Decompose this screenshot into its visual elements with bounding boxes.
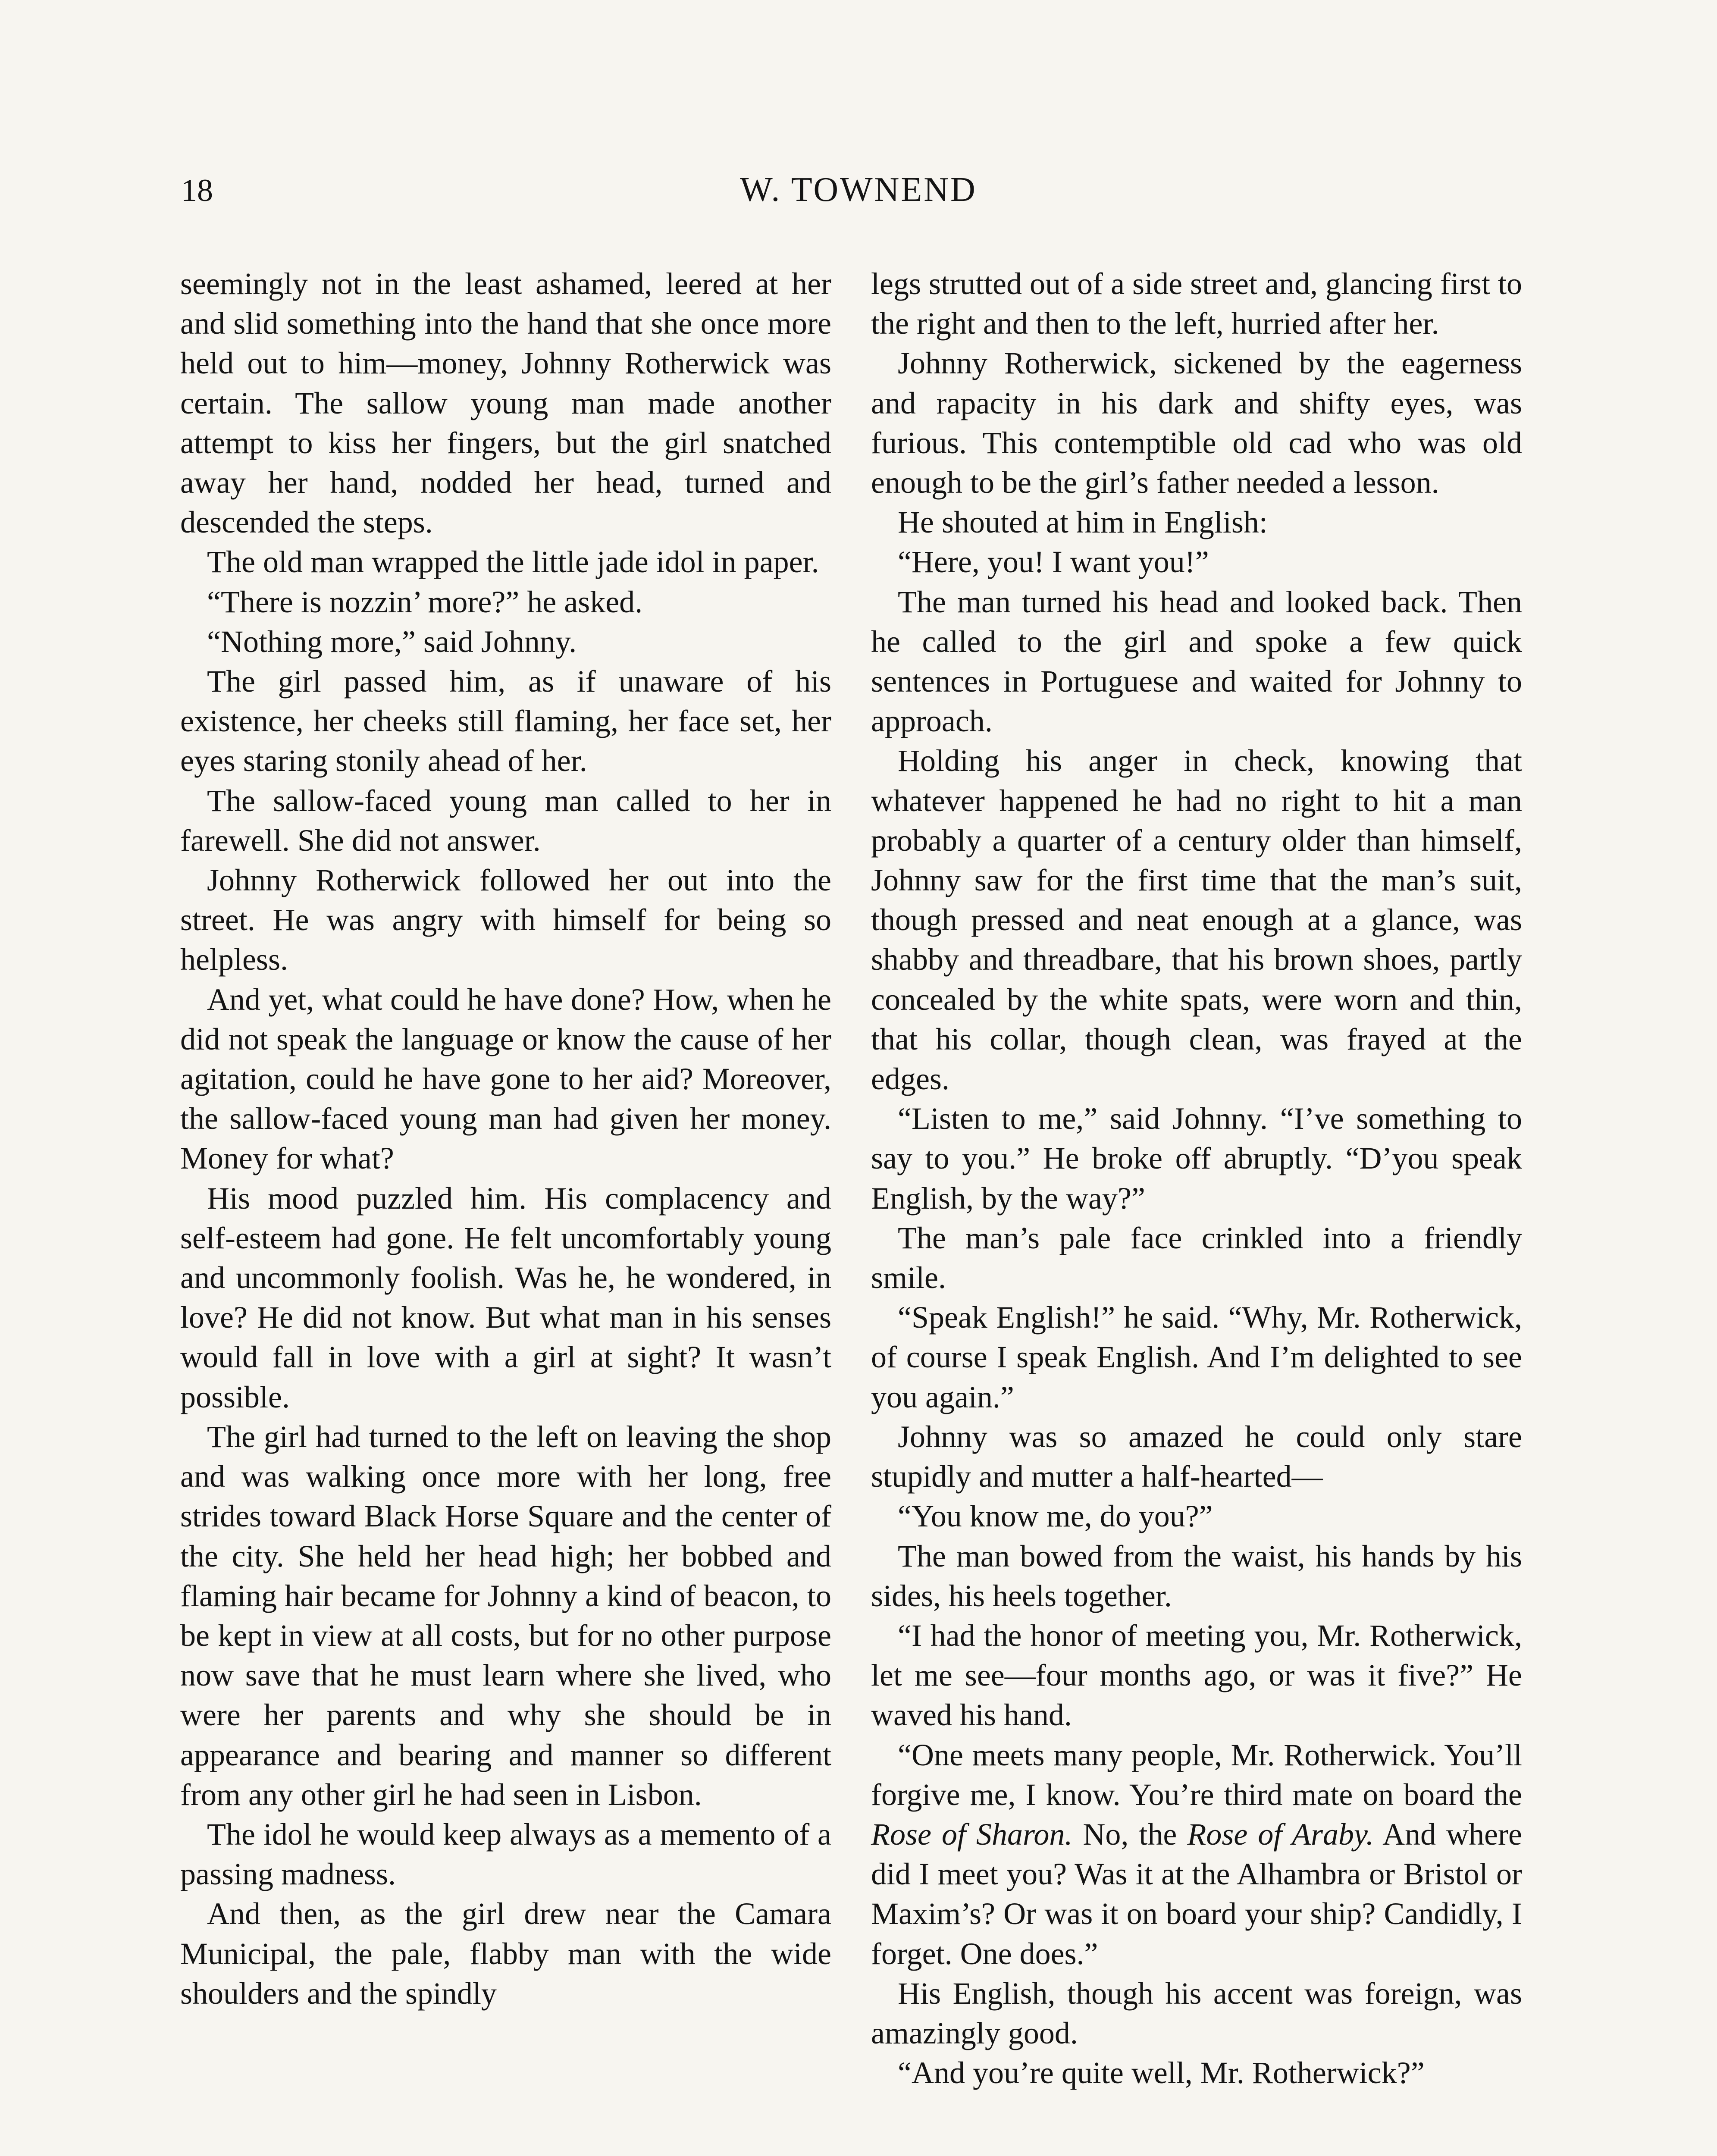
paragraph: [871, 1735, 1522, 1974]
paragraph: Johnny Rotherwick, sickened by the eagerness and rapacity in his dark and shifty eyes, was furious. This contemptible old cad who was old enough to be the girl’s father needed a lesson.: [871, 346, 1522, 500]
page-number: 18: [181, 173, 213, 208]
text-run: No, the: [1072, 1817, 1187, 1852]
paragraph: The sallow-faced young man called to her in farewell. She did not answer.: [180, 783, 831, 858]
paragraph: seemingly not in the least ashamed, leered at her and slid something into the hand that she once more held out to him—money, Johnny Rotherwick was certain. The sallow young man made another attempt to kiss her fingers, but the girl snatched away her hand, nodded her head, turned and descended the steps.: [180, 266, 831, 540]
paragraph: The man bowed from the waist, his hands by his sides, his heels together.: [871, 1539, 1522, 1613]
right-column: [871, 264, 1522, 2093]
paragraph: The man’s pale face crinkled into a friendly smile.: [871, 1220, 1522, 1295]
paragraph: “There is nozzin’ more?” he asked.: [207, 584, 643, 619]
paragraph: Holding his anger in check, knowing that whatever happened he had no right to hit a man probably a quarter of a century older than himself, Johnny saw for the first time that the man’s suit, though pressed and neat enough at a glance, was shabby and threadbare, that his brown shoes, partly concealed by the white spats, were worn and thin, that his collar, though clean, was frayed at the edges.: [871, 743, 1522, 1097]
text-run: And where did I meet you? Was it at the Alhambra or Bristol or Maxim’s? Or was it on board your ship? Candidly, I forget. One does.”: [871, 1817, 1522, 1971]
running-head: W. TOWNEND: [740, 171, 977, 209]
paragraph: “Speak English!” he said. “Why, Mr. Rotherwick, of course I speak English. And I’m delighted to see you again.”: [871, 1300, 1522, 1414]
paragraph: “And you’re quite well, Mr. Rotherwick?”: [898, 2056, 1425, 2090]
paragraph: “You know me, do you?”: [898, 1499, 1213, 1534]
paragraph: The man turned his head and looked back. Then he called to the girl and spoke a few quick sentences in Portuguese and waited for Johnny to approach.: [871, 584, 1522, 739]
paragraph: legs strutted out of a side street and, glancing first to the right and then to the left, hurried after her.: [871, 266, 1522, 341]
paragraph: He shouted at him in English:: [898, 505, 1268, 540]
text-run: “One meets many people, Mr. Rotherwick. You’ll forgive me, I know. You’re third mate on board the: [871, 1737, 1522, 1812]
paragraph: The girl passed him, as if unaware of his existence, her cheeks still flaming, her face set, her eyes staring stonily ahead of her.: [180, 664, 831, 778]
paragraph: Johnny was so amazed he could only stare stupidly and mutter a half-hearted—: [871, 1419, 1522, 1494]
ship-name-italic: Rose of Araby.: [1187, 1817, 1374, 1852]
left-column: [180, 264, 831, 2013]
ship-name-italic: Rose of Sharon.: [871, 1817, 1073, 1852]
paragraph: And yet, what could he have done? How, when he did not speak the language or know the cause of her agitation, could he have gone to her aid? Moreover, the sallow-faced young man had given her money. Money for what?: [180, 982, 831, 1176]
paragraph: “Here, you! I want you!”: [898, 545, 1209, 580]
paragraph: The old man wrapped the little jade idol in paper.: [207, 545, 819, 580]
paragraph: “I had the honor of meeting you, Mr. Rotherwick, let me see—four months ago, or was it five?” He waved his hand.: [871, 1618, 1522, 1733]
paragraph: “Nothing more,” said Johnny.: [207, 624, 577, 659]
paragraph: The girl had turned to the left on leaving the shop and was walking once more with her long, free strides toward Black Horse Square and the center of the city. She held her head high; her bobbed and flaming hair became for Johnny a kind of beacon, to be kept in view at all costs, but for no other purpose now save that he must learn where she lived, who were her parents and why she should be in appearance and bearing and manner so different from any other girl he had seen in Lisbon.: [180, 1419, 831, 1812]
paragraph: “Listen to me,” said Johnny. “I’ve something to say to you.” He broke off abruptly. “D’you speak English, by the way?”: [871, 1101, 1522, 1216]
paragraph: His mood puzzled him. His complacency and self-esteem had gone. He felt uncomfortably young and uncommonly foolish. Was he, he wondered, in love? He did not know. But what man in his senses would fall in love with a girl at sight? It wasn’t possible.: [180, 1181, 831, 1414]
paragraph: Johnny Rotherwick followed her out into the street. He was angry with himself for being so helpless.: [180, 863, 831, 977]
paragraph: His English, though his accent was foreign, was amazingly good.: [871, 1976, 1522, 2050]
paragraph: The idol he would keep always as a memento of a passing madness.: [180, 1817, 831, 1892]
paragraph: And then, as the girl drew near the Camara Municipal, the pale, flabby man with the wide shoulders and the spindly: [180, 1896, 831, 2011]
